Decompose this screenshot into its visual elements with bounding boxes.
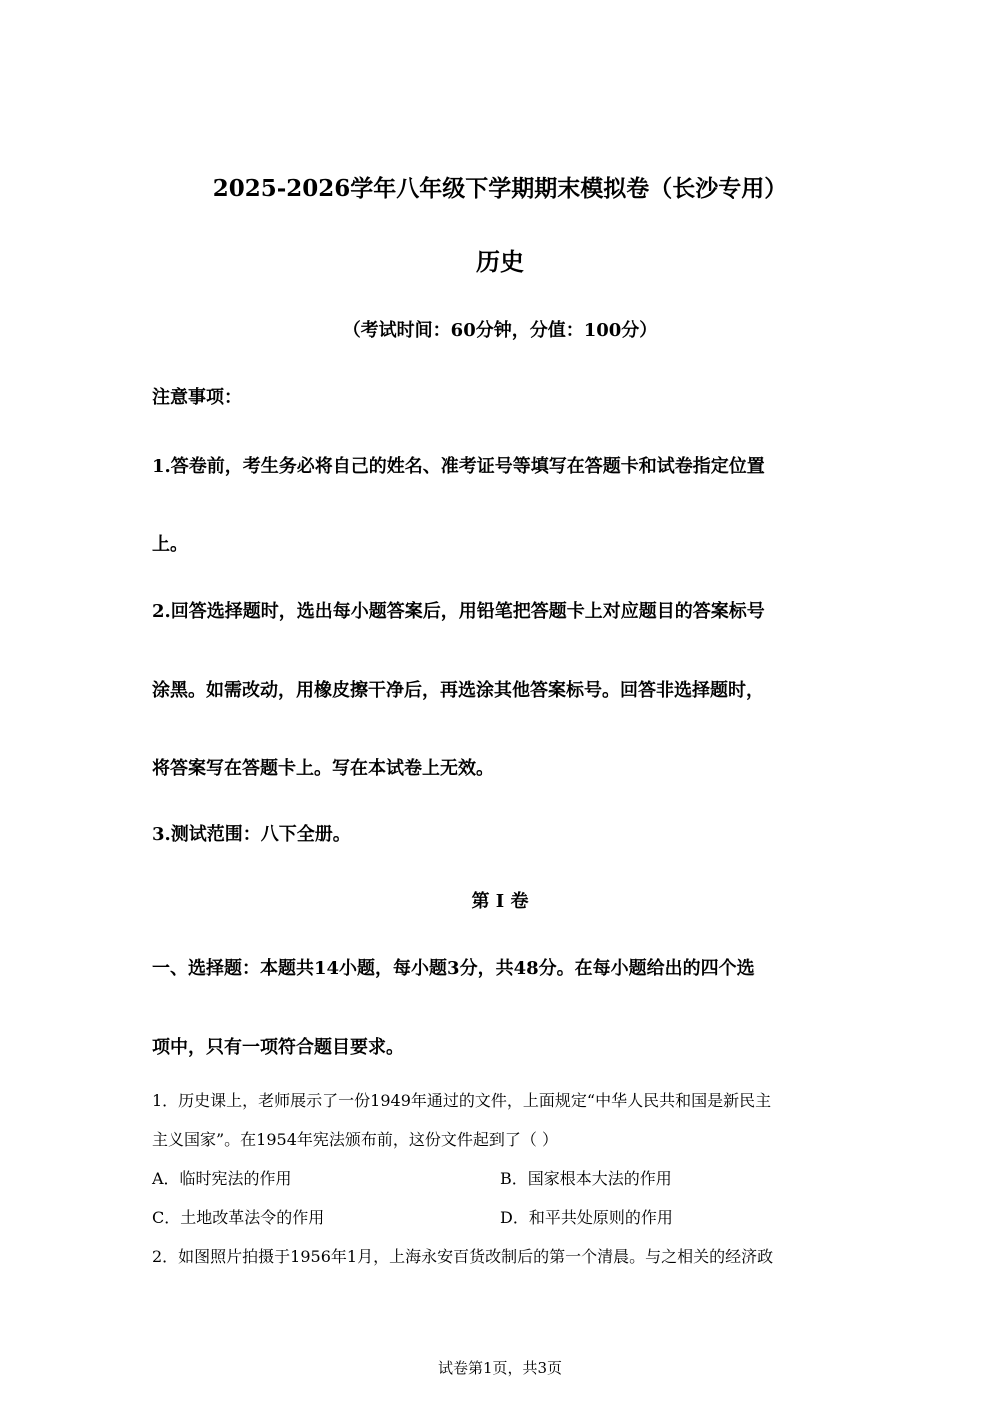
question-2-stem: 2．如图照片拍摄于1956年1月，上海永安百货改制后的第一个清晨。与之相关的经济政: [152, 1247, 774, 1266]
exam-info: （考试时间：60分钟，分值：100分）: [342, 320, 658, 341]
section-heading: 项中，只有一项符合题目要求。: [152, 1037, 404, 1058]
question-1-option-a: A．临时宪法的作用: [152, 1169, 292, 1188]
notice-line: 1.答卷前，考生务必将自己的姓名、准考证号等填写在答题卡和试卷指定位置: [152, 456, 765, 477]
notice-heading: 注意事项：: [152, 387, 242, 408]
question-1-option-b: B．国家根本大法的作用: [500, 1169, 672, 1188]
notice-line: 3.测试范围：八下全册。: [152, 824, 351, 845]
notice-line: 涂黑。如需改动，用橡皮擦干净后，再选涂其他答案标号。回答非选择题时，: [152, 680, 764, 701]
question-1-option-c: C．土地改革法令的作用: [152, 1208, 325, 1227]
part-label: 第 I 卷: [471, 891, 529, 912]
exam-title: 2025-2026学年八年级下学期期末模拟卷（长沙专用）: [212, 175, 788, 202]
notice-line: 上。: [152, 534, 188, 555]
page-footer: 试卷第1页，共3页: [437, 1359, 563, 1377]
notice-line: 2.回答选择题时，选出每小题答案后，用铅笔把答题卡上对应题目的答案标号: [152, 601, 765, 622]
question-1-stem: 1．历史课上，老师展示了一份1949年通过的文件，上面规定“中华人民共和国是新民主: [152, 1091, 772, 1110]
question-1-option-d: D．和平共处原则的作用: [500, 1208, 673, 1227]
question-1-stem: 主义国家”。在1954年宪法颁布前，这份文件起到了（ ）: [152, 1130, 558, 1149]
notice-line: 将答案写在答题卡上。写在本试卷上无效。: [152, 758, 494, 779]
subject-title: 历史: [476, 247, 524, 276]
section-heading: 一、选择题：本题共14小题，每小题3分，共48分。在每小题给出的四个选: [152, 958, 755, 979]
